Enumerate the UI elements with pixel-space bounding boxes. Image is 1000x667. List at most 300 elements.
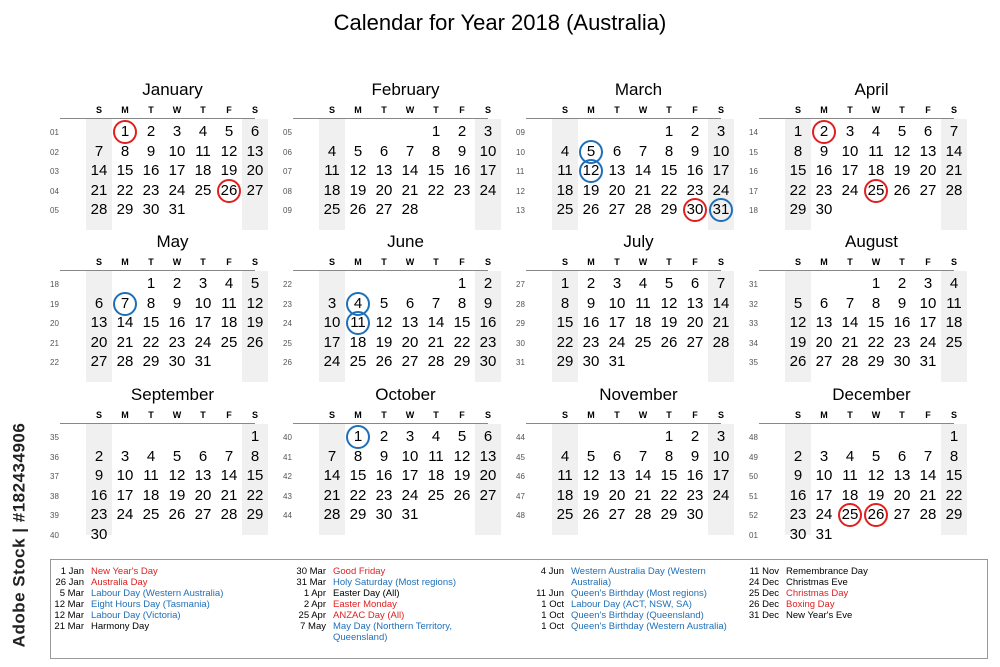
calendar-day: 16 — [479, 314, 497, 331]
calendar-day: 29 — [116, 201, 134, 218]
calendar-day: 28 — [841, 353, 859, 370]
holiday-date: 24 Dec — [748, 577, 779, 588]
calendar-day: 21 — [323, 486, 341, 504]
calendar-day: 9 — [172, 294, 182, 312]
weekday-label: F — [925, 410, 931, 420]
calendar-day: 16 — [686, 162, 704, 179]
calendar-title: Calendar for Year 2018 (Australia) — [333, 10, 667, 35]
calendar-day: 7 — [113, 292, 137, 316]
calendar-day: 2 — [146, 123, 156, 140]
calendar-day: 24 — [841, 181, 859, 199]
calendar-day: 4 — [327, 142, 337, 160]
calendar-day: 15 — [349, 467, 367, 484]
holiday-date: 1 Oct — [541, 621, 564, 632]
weekday-label: F — [692, 105, 698, 115]
weekday-label: S — [794, 410, 801, 420]
weekday-label: F — [226, 257, 232, 267]
week-number: 23 — [283, 299, 292, 309]
calendar-day: 19 — [246, 314, 264, 331]
calendar-day: 11 — [221, 294, 237, 312]
calendar-day: 14 — [634, 467, 652, 484]
calendar-day: 15 — [556, 314, 574, 331]
calendar-day: 19 — [893, 162, 911, 179]
calendar-day: 5 — [250, 275, 260, 292]
calendar-day: 5 — [172, 447, 182, 465]
calendar-day: 15 — [660, 162, 678, 179]
calendar-day: 19 — [867, 486, 885, 504]
week-number: 22 — [283, 280, 292, 289]
weekday-label: T — [614, 105, 620, 115]
calendar-day: 18 — [220, 314, 238, 331]
week-number: 29 — [516, 319, 525, 328]
week-number: 13 — [516, 206, 525, 215]
holiday-name: Labour Day (ACT, NSW, SA) — [571, 599, 692, 610]
weekday-label: S — [251, 105, 258, 115]
calendar-day: 21 — [427, 333, 445, 351]
calendar-day: 22 — [246, 486, 264, 504]
calendar-day: 27 — [194, 506, 212, 523]
calendar-day: 29 — [660, 506, 678, 523]
header-rule — [293, 423, 488, 424]
week-number: 36 — [50, 452, 59, 462]
week-number: 27 — [516, 280, 525, 289]
month-name: August — [845, 232, 898, 251]
week-number: 17 — [749, 186, 758, 196]
calendar-day: 8 — [353, 447, 363, 465]
month-may — [50, 232, 264, 382]
calendar-day: 22 — [556, 333, 574, 351]
calendar-day: 9 — [94, 467, 104, 484]
calendar-day: 26 — [789, 353, 807, 370]
holiday-name: Good Friday — [333, 566, 386, 577]
calendar-day: 8 — [664, 447, 674, 465]
header-rule — [60, 423, 255, 424]
calendar-day: 8 — [793, 142, 803, 160]
holiday-date: 5 Mar — [59, 588, 84, 599]
week-number: 41 — [283, 452, 292, 462]
header-rule — [60, 118, 255, 119]
calendar-day: 2 — [379, 428, 389, 445]
calendar-day: 9 — [457, 142, 467, 160]
weekday-label: M — [354, 105, 362, 115]
weekday-label: F — [692, 410, 698, 420]
calendar-day: 7 — [923, 447, 933, 465]
holiday-name: Remembrance Day — [786, 566, 868, 577]
calendar-day: 2 — [172, 275, 182, 292]
week-number: 05 — [50, 206, 59, 215]
calendar-day: 15 — [867, 314, 885, 331]
weekday-label: S — [328, 105, 335, 115]
calendar-day: 12 — [867, 467, 885, 484]
weekday-label: S — [484, 105, 491, 115]
calendar-day: 20 — [479, 467, 497, 484]
calendar-day: 14 — [634, 162, 652, 179]
holiday-date: 4 Jun — [540, 566, 564, 577]
calendar-day: 31 — [401, 506, 419, 523]
weekday-label: T — [666, 105, 672, 115]
calendar-day: 22 — [867, 333, 885, 351]
weekday-label: S — [484, 257, 491, 267]
calendar-day: 9 — [690, 142, 700, 160]
calendar-day: 1 — [250, 428, 260, 445]
holiday-date: 26 Jan — [55, 577, 84, 588]
calendar-day: 29 — [349, 506, 367, 523]
calendar-day: 2 — [812, 120, 836, 144]
calendar-day: 27 — [608, 506, 626, 523]
month-april — [749, 80, 963, 230]
calendar-day: 23 — [142, 181, 160, 199]
calendar-day: 11 — [842, 467, 858, 484]
calendar-day: 11 — [324, 162, 340, 179]
holiday-date: 12 Mar — [54, 599, 84, 610]
calendar-day: 7 — [224, 447, 234, 465]
calendar-day: 23 — [686, 486, 704, 504]
calendar-day: 28 — [116, 353, 134, 370]
holiday-name: Labour Day (Victoria) — [91, 610, 181, 621]
calendar-day: 15 — [427, 162, 445, 179]
holiday-name: New Year's Eve — [786, 610, 853, 621]
calendar-day: 27 — [246, 181, 264, 199]
week-number: 14 — [749, 128, 758, 137]
weekday-label: T — [666, 257, 672, 267]
calendar-day: 25 — [349, 353, 367, 370]
holiday-name: May Day (Northern Territory, — [333, 621, 452, 632]
calendar-day: 6 — [483, 428, 493, 445]
calendar-day: 20 — [608, 486, 626, 504]
week-number: 16 — [749, 167, 758, 176]
week-number: 51 — [749, 491, 758, 501]
calendar-day: 27 — [608, 201, 626, 218]
calendar-day: 25 — [220, 333, 238, 351]
month-june — [283, 232, 497, 382]
week-number: 30 — [516, 338, 525, 348]
calendar-day: 7 — [949, 123, 959, 140]
week-number: 26 — [283, 358, 292, 367]
calendar-day: 8 — [457, 294, 467, 312]
calendar-day: 3 — [405, 428, 415, 445]
weekday-label: T — [433, 257, 439, 267]
month-name: April — [854, 80, 889, 99]
week-number: 24 — [283, 319, 292, 328]
weekday-label: M — [354, 410, 362, 420]
month-name: July — [623, 232, 654, 251]
calendar-day: 4 — [560, 142, 570, 160]
holiday-date: 31 Dec — [748, 610, 779, 621]
calendar-day: 29 — [453, 353, 471, 370]
week-number: 05 — [283, 128, 292, 137]
calendar-day: 4 — [560, 447, 570, 465]
calendar-day: 12 — [893, 142, 911, 160]
calendar-day: 12 — [168, 467, 186, 484]
calendar-day: 5 — [871, 447, 881, 465]
calendar-day: 3 — [612, 275, 622, 292]
holiday-name: Australia Day — [91, 577, 148, 588]
month-name: January — [142, 80, 203, 99]
week-number: 06 — [283, 147, 292, 157]
weekday-label: W — [871, 410, 881, 420]
calendar-day: 23 — [375, 486, 393, 504]
calendar-day: 9 — [819, 142, 829, 160]
calendar-day: 20 — [401, 333, 419, 351]
week-number: 28 — [516, 299, 525, 309]
calendar-day: 20 — [90, 333, 108, 351]
calendar-day: 22 — [453, 333, 471, 351]
calendar-day: 22 — [142, 333, 160, 351]
holiday-date: 11 Jun — [536, 588, 564, 599]
calendar-day: 26 — [893, 181, 911, 199]
calendar-day: 3 — [483, 123, 493, 140]
calendar-day: 31 — [194, 353, 212, 370]
header-rule — [526, 118, 721, 119]
calendar-day: 21 — [90, 181, 108, 199]
month-name: September — [130, 385, 215, 404]
weekday-label: S — [950, 257, 957, 267]
week-number: 49 — [749, 452, 758, 462]
calendar-day: 18 — [945, 314, 963, 331]
calendar-day: 17 — [168, 162, 186, 179]
calendar-day: 20 — [686, 314, 704, 331]
calendar-day: 16 — [789, 486, 807, 504]
calendar-day: 30 — [479, 353, 497, 370]
calendar-day: 4 — [198, 123, 208, 140]
calendar-day: 30 — [686, 506, 704, 523]
calendar-day: 9 — [690, 447, 700, 465]
calendar-day: 14 — [841, 314, 859, 331]
calendar-day: 26 — [453, 486, 471, 504]
weekday-label: W — [172, 410, 182, 420]
calendar-day: 25 — [556, 201, 574, 218]
calendar-day: 26 — [168, 506, 186, 523]
calendar-day: 1 — [793, 123, 803, 140]
calendar-day: 11 — [635, 294, 651, 312]
calendar-day: 14 — [945, 142, 963, 160]
calendar-day: 16 — [893, 314, 911, 331]
calendar-day: 11 — [346, 311, 370, 335]
calendar-day: 28 — [919, 506, 937, 523]
calendar-day: 21 — [116, 333, 134, 351]
month-name: May — [156, 232, 189, 251]
calendar-day: 14 — [427, 314, 445, 331]
calendar-day: 26 — [582, 201, 600, 218]
calendar-day: 16 — [375, 467, 393, 484]
week-number: 34 — [749, 338, 758, 348]
calendar-day: 15 — [116, 162, 134, 179]
holiday-date: 11 Nov — [749, 566, 779, 577]
calendar-day: 25 — [945, 333, 963, 351]
calendar-day: 19 — [582, 181, 600, 199]
calendar-day: 17 — [116, 486, 134, 504]
month-august — [749, 232, 963, 382]
calendar-day: 27 — [919, 181, 937, 199]
week-number: 09 — [516, 128, 525, 137]
calendar-day: 1 — [346, 425, 370, 449]
calendar-day: 15 — [660, 467, 678, 484]
header-rule — [759, 118, 954, 119]
calendar-day: 16 — [582, 314, 600, 331]
calendar-day: 3 — [819, 447, 829, 465]
week-number: 40 — [50, 530, 59, 540]
calendar-day: 22 — [945, 486, 963, 504]
calendar-day: 21 — [919, 486, 937, 504]
calendar-day: 10 — [608, 294, 626, 312]
calendar-day: 6 — [897, 447, 907, 465]
holiday-date: 7 May — [300, 621, 326, 632]
weekday-label: W — [172, 257, 182, 267]
weekday-label: W — [871, 257, 881, 267]
calendar-day: 12 — [246, 294, 264, 312]
holiday-name: Christmas Day — [786, 588, 849, 599]
calendar-day: 12 — [375, 314, 393, 331]
calendar-day: 27 — [686, 333, 704, 351]
month-february — [283, 80, 497, 230]
calendar-day: 13 — [608, 162, 626, 179]
calendar-day: 18 — [556, 486, 574, 504]
calendar-day: 7 — [431, 294, 441, 312]
week-number: 33 — [749, 319, 758, 328]
weekday-label: F — [925, 105, 931, 115]
calendar-day: 3 — [716, 123, 726, 140]
week-number: 21 — [50, 338, 59, 348]
calendar-day: 29 — [660, 201, 678, 218]
calendar-day: 12 — [789, 314, 807, 331]
calendar-day: 15 — [453, 314, 471, 331]
holiday-name: Eight Hours Day (Tasmania) — [91, 599, 210, 610]
week-number: 38 — [50, 491, 59, 501]
calendar-day: 3 — [327, 294, 337, 312]
week-number: 44 — [283, 511, 292, 520]
calendar-day: 11 — [143, 467, 159, 484]
weekday-label: W — [405, 257, 415, 267]
calendar-day: 6 — [690, 275, 700, 292]
week-number: 31 — [516, 358, 525, 367]
calendar-day: 24 — [712, 486, 730, 504]
weekday-label: T — [899, 105, 905, 115]
calendar-day: 2 — [690, 428, 700, 445]
calendar-day: 22 — [116, 181, 134, 199]
calendar-day: 26 — [864, 503, 888, 527]
calendar-day: 14 — [116, 314, 134, 331]
calendar-day: 6 — [612, 142, 622, 160]
calendar-day: 23 — [453, 181, 471, 199]
holiday-name: Holy Saturday (Most regions) — [333, 577, 457, 588]
calendar-day: 18 — [867, 162, 885, 179]
weekday-label: T — [666, 410, 672, 420]
weekday-label: W — [638, 410, 648, 420]
calendar-day: 28 — [401, 201, 419, 218]
holiday-name: Harmony Day — [91, 621, 150, 632]
calendar-day: 10 — [323, 314, 341, 331]
calendar-day: 9 — [379, 447, 389, 465]
calendar-day: 1 — [113, 120, 137, 144]
watermark-text: Adobe Stock | #182434906 — [9, 422, 29, 648]
calendar-day: 1 — [871, 275, 881, 292]
calendar-day: 8 — [120, 142, 130, 160]
calendar-day: 28 — [634, 201, 652, 218]
weekday-label: F — [925, 257, 931, 267]
calendar-day: 13 — [90, 314, 108, 331]
calendar-day: 7 — [716, 275, 726, 292]
calendar-day: 31 — [608, 353, 626, 370]
weekday-label: T — [847, 410, 853, 420]
calendar-day: 3 — [198, 275, 208, 292]
calendar-day: 12 — [220, 142, 238, 160]
calendar-day: 21 — [841, 333, 859, 351]
calendar-day: 8 — [949, 447, 959, 465]
calendar-day: 26 — [246, 333, 264, 351]
week-number: 47 — [516, 491, 525, 501]
calendar-day: 1 — [431, 123, 441, 140]
calendar-day: 13 — [401, 314, 419, 331]
calendar-day: 24 — [168, 181, 186, 199]
calendar-day: 5 — [793, 294, 803, 312]
calendar-day: 16 — [686, 467, 704, 484]
month-name: November — [599, 385, 678, 404]
calendar-day: 5 — [379, 294, 389, 312]
week-number: 12 — [516, 186, 525, 196]
week-number: 03 — [50, 167, 59, 176]
calendar-day: 26 — [660, 333, 678, 351]
week-number: 15 — [749, 147, 758, 157]
calendar-day: 29 — [867, 353, 885, 370]
week-number: 48 — [516, 511, 525, 520]
calendar-day: 28 — [90, 201, 108, 218]
calendar-day: 2 — [457, 123, 467, 140]
calendar-day: 19 — [453, 467, 471, 484]
weekday-label: T — [614, 410, 620, 420]
week-number: 42 — [283, 472, 292, 481]
calendar-day: 12 — [582, 467, 600, 484]
holiday-legend — [50, 559, 988, 659]
calendar-day: 15 — [142, 314, 160, 331]
weekday-label: W — [405, 105, 415, 115]
week-number: 10 — [516, 147, 525, 157]
calendar-day: 25 — [427, 486, 445, 504]
calendar-day: 11 — [868, 142, 884, 160]
header-rule — [60, 270, 255, 271]
calendar-day: 4 — [224, 275, 234, 292]
calendar-day: 22 — [660, 486, 678, 504]
calendar-day: 14 — [90, 162, 108, 179]
calendar-day: 7 — [405, 142, 415, 160]
calendar-day: 23 — [789, 506, 807, 523]
calendar-day: 5 — [457, 428, 467, 445]
week-number: 37 — [50, 472, 59, 481]
calendar-day: 11 — [557, 467, 573, 484]
calendar-day: 18 — [427, 467, 445, 484]
weekday-label: S — [328, 257, 335, 267]
calendar-day: 25 — [142, 506, 160, 523]
calendar-day: 18 — [556, 181, 574, 199]
calendar-day: 6 — [819, 294, 829, 312]
holiday-date: 30 Mar — [296, 566, 326, 577]
week-number: 19 — [50, 299, 59, 309]
calendar-day: 4 — [146, 447, 156, 465]
week-number: 18 — [50, 280, 59, 289]
weekday-label: T — [148, 257, 154, 267]
calendar-day: 30 — [582, 353, 600, 370]
weekday-label: W — [405, 410, 415, 420]
calendar-day: 29 — [789, 201, 807, 218]
calendar-day: 21 — [945, 162, 963, 179]
weekday-label: T — [433, 410, 439, 420]
calendar-day: 14 — [220, 467, 238, 484]
holiday-name: Queen's Birthday (Most regions) — [571, 588, 707, 599]
calendar-day: 4 — [346, 292, 370, 316]
calendar-day: 10 — [919, 294, 937, 312]
calendar-day: 10 — [116, 467, 134, 484]
weekday-label: S — [328, 410, 335, 420]
calendar-day: 9 — [146, 142, 156, 160]
